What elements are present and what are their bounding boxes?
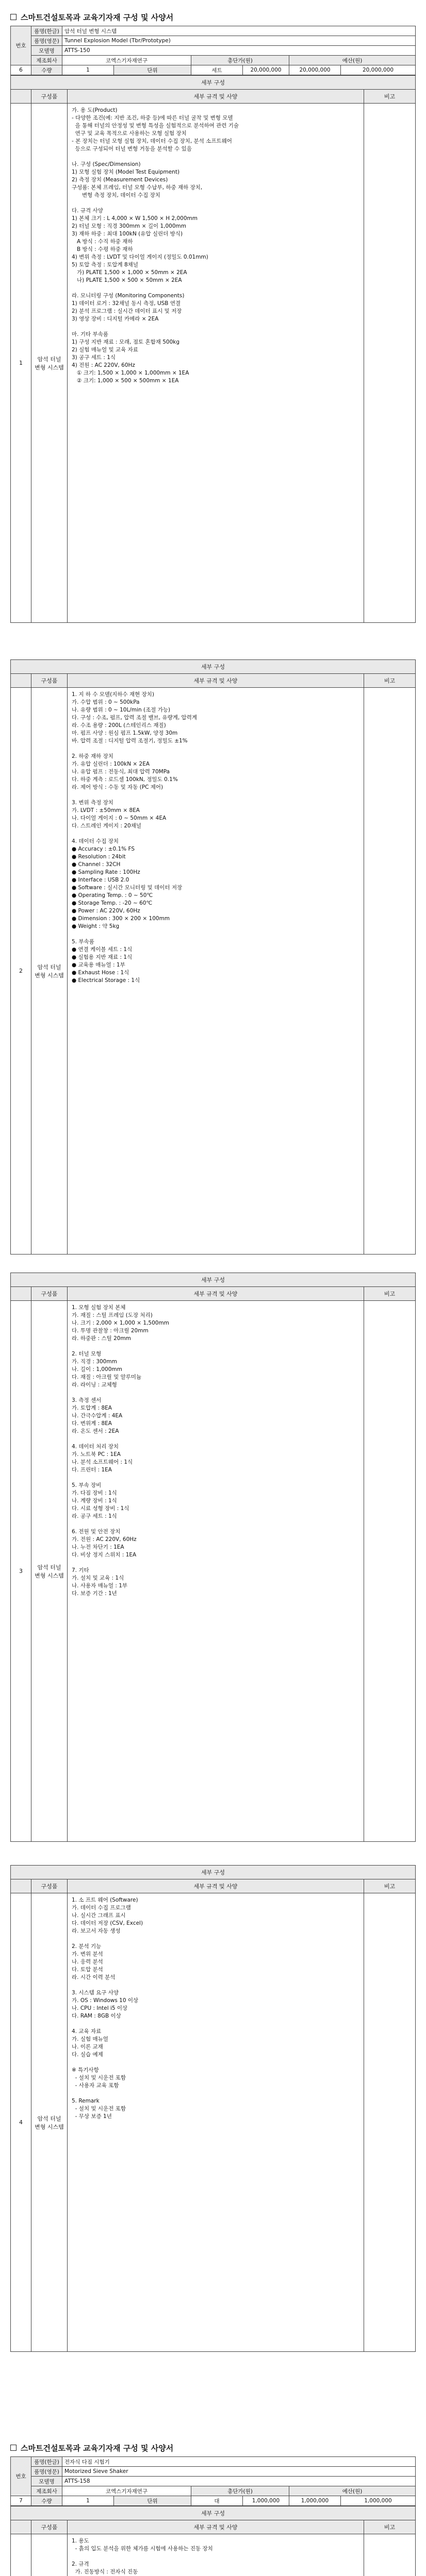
spec-line: 다. RAM : 8GB 이상 bbox=[72, 2013, 121, 2019]
spec-line: 다. 규격 사양 bbox=[72, 208, 103, 214]
spec-line: 가. 진동방식 : 전자식 진동 bbox=[72, 2569, 138, 2575]
spec-line: 라. 라이닝 : 교체형 bbox=[72, 1382, 117, 1388]
spec-line: 3. 측정 센서 bbox=[72, 1397, 102, 1403]
spec-line: ● Storage Temp. : -20 ~ 60℃ bbox=[72, 900, 153, 906]
spec-line: 나. 길이 : 1,000mm bbox=[72, 1366, 122, 1372]
spec-line: 4) 변위 측정 : LVDT 및 다이얼 게이지 (정밀도 0.01mm) bbox=[72, 254, 208, 260]
spec-line: 2. 터널 모형 bbox=[72, 1351, 102, 1357]
spec-line: 1) 모형 실험 장치 (Model Test Equipment) bbox=[72, 169, 180, 175]
spec-line: ● Channel : 32CH bbox=[72, 861, 121, 868]
spec-line: ● Interface : USB 2.0 bbox=[72, 877, 129, 883]
spec-line: 4) 전원 : AC 220V, 60Hz bbox=[72, 362, 135, 368]
spec-line: A 방식 : 수직 하중 재하 bbox=[72, 239, 133, 245]
spec-line: 가. 변위 분석 bbox=[72, 1951, 103, 1957]
spec-line: - 무상 보증 1년 bbox=[72, 2113, 112, 2120]
spec-line bbox=[72, 1520, 359, 1528]
meta-table: 번호 품명(한글) 암석 터널 변형 시스템 품명(영문) Tunnel Explosion Model (Tbr/Prototype) 모델명 ATTS-150 제조회사 코엑스기자재연구 총단가(원) 예산(원) 6 수량 1 단위 세트 20,000,000 20,000,000 20,000,000 bbox=[10, 26, 416, 75]
spec-line: 라. 보고서 자동 생성 bbox=[72, 1928, 121, 1934]
checkbox-icon bbox=[10, 14, 17, 20]
spec-line: 3. 시스템 요구 사양 bbox=[72, 1990, 119, 1996]
spec-line: 3. 변위 측정 장치 bbox=[72, 800, 113, 806]
spec-table: 세부 구성 구성품 세부 규격 및 사양 비고 4 암석 터널 변형 시스템 1. 소 프트 웨어 (Software) 가. 데이터 수집 프로그램 나. 실시간 그래프 표시 다. 데이터 저장 (CSV, Excel) 라. 보고서 자동 생성 2. 분석 기능 가. 변위 분석 나. 응력 분석 다. 토압 분석 라. 시간 이력 분석 3. 시스템 요구 사양 가. OS : Windows 10 이상 나. CPU : Intel i5 이상 다. RAM : 8GB 이상 4. 교육 자료 가. 실험 매뉴얼 나. 이론 교재 다. 실습 예제 ※ 특기사항 - 설치 및 시운전 포함 - 사용자 교육 포함 5. Remark - 설치 및 시운전 포함 - 무상 보증 1년 bbox=[10, 1865, 416, 2352]
spec-line: 바. 압력 조절 : 디지털 압력 조절기, 정밀도 ±1% bbox=[72, 738, 188, 744]
spec-line: 2) 실험 매뉴얼 및 교육 자료 bbox=[72, 347, 138, 353]
spec-line bbox=[72, 1981, 359, 1989]
spec-line: ● Software : 실시간 모니터링 및 데이터 저장 bbox=[72, 885, 183, 891]
spec-line: 가. 토압계 : 8EA bbox=[72, 1405, 112, 1411]
spec-line: 5) 토압 측정 : 토압계 8채널 bbox=[72, 262, 138, 268]
spec-line: ● Dimension : 300 × 200 × 100mm bbox=[72, 916, 170, 922]
spec-line: 라. 수조 용량 : 200L (스테인리스 재질) bbox=[72, 722, 166, 728]
spec-table: 세부 구성 구성품 세부 규격 및 사양 비고 3 암석 터널 변형 시스템 1. 모형 실험 장치 본체 가. 재질 : 스틸 프레임 (도장 처리) 나. 크기 : 2,000 × 1,000 × 1,500mm 다. 투명 관찰창 : 아크릴 20mm 라. 하중판 : 스틸 20mm 2. 터널 모형 가. 직경 : 300mm 나. 길이 : 1,000mm 다. 재질 : 아크릴 및 알루미늄 라. 라이닝 : 교체형 3. 측정 센서 가. 토압계 : 8EA 나. 간극수압계 : 4EA 다. 변위계 : 8EA 라. 온도 센서 : 2EA 4. 데이터 처리 장치 가. 노트북 PC : 1EA 나. 분석 소프트웨어 : 1식 다. 프린터 : 1EA 5. 부속 장비 가. 다짐 장비 : 1식 나. 계량 장비 : 1식 다. 시료 성형 장비 : 1식 라. 공구 세트 : 1식 6. 전원 및 안전 장치 가. 전원 : AC 220V, 60Hz 나. 누전 차단기 : 1EA 다. 비상 정지 스위치 : 1EA 7. 기타 가. 설치 및 교육 : 1식 나. 사용자 매뉴얼 : 1부 다. 보증 기간 : 1년 bbox=[10, 1273, 416, 1842]
spec-line: 나. 크기 : 2,000 × 1,000 × 1,500mm bbox=[72, 1320, 169, 1326]
spec-line: ● 실험용 지반 재료 : 1식 bbox=[72, 954, 133, 960]
header-no bbox=[11, 90, 31, 104]
spec-line: 1. 지 하 수 모델(지하수 재현 장치) bbox=[72, 691, 154, 698]
spec-line: 다. 데이터 저장 (CSV, Excel) bbox=[72, 1920, 143, 1926]
spec-line: 마. 펌프 사양 : 원심 펌프 1.5kW, 양정 30m bbox=[72, 730, 178, 736]
spec-line: 1. 소 프트 웨어 (Software) bbox=[72, 1897, 138, 1903]
spec-line: 다. 투명 관찰창 : 아크릴 20mm bbox=[72, 1328, 149, 1334]
spec-line: 다. 변위계 : 8EA bbox=[72, 1420, 112, 1427]
spec-line bbox=[72, 1559, 359, 1567]
spec-line: 2) 터널 모형 : 직경 300mm × 길이 1,000mm bbox=[72, 223, 186, 229]
spec-line: 다. 토압 분석 bbox=[72, 1967, 103, 1973]
section-2 bbox=[10, 659, 416, 1255]
spec-line: 4. 교육 자료 bbox=[72, 2028, 102, 2035]
spec-line: 다. 하중 계측 : 로드셀 100kN, 정밀도 0.1% bbox=[72, 776, 178, 783]
spec-line: B 방식 : 수평 하중 재하 bbox=[72, 246, 133, 252]
spec-line: 다. 재질 : 아크릴 및 알루미늄 bbox=[72, 1374, 142, 1380]
spec-line: 2) 측정 장치 (Measurement Devices) bbox=[72, 177, 168, 183]
spec-table: 세부 구성 구성품 세부 규격 및 사양 비고 2 암석 터널 변형 시스템 1. 지 하 수 모델(지하수 재현 장치) 가. 수압 범위 : 0 ~ 500kPa 나. 유량 범위 : 0 ~ 10L/min (조절 가능) 다. 구성 : 수조, 펌프, 압력 조절 밸브, 유량계, 압력계 라. 수조 용량 : 200L (스테인리스 재질) 마. 펌프 사양 : 원심 펌프 1.5kW, 양정 30m 바. 압력 조절 : 디지털 압력 조절기, 정밀도 ±1% 2. 하중 재하 장치 가. 유압 실린더 : 100kN × 2EA 나. 유압 펌프 : 전동식, 최대 압력 70MPa 다. 하중 계측 : 로드셀 100kN, 정밀도 0.1% 라. 제어 방식 : 수동 및 자동 (PC 제어) 3. 변위 측정 장치 가. LVDT : ±50mm × 8EA 나. 다이얼 게이지 : 0 ~ 50mm × 4EA 다. 스트레인 게이지 : 20채널 4. 데이터 수집 장치 ● Accuracy : ±0.1% FS ● Resolution : 24bit ● Channel : 32CH ● Sampling Rate : 100Hz ● Interface : USB 2.0 ● Software : 실시간 모니터링 및 데이터 저장 ● Operating Temp. : 0 ~ 50℃ ● Storage Temp. : -20 ~ 60℃ ● Power : AC 220V, 60Hz ● Dimension : 300 × 200 × 100mm ● Weight : 약 5kg 5. 부속품 ● 연결 케이블 세트 : 1식 ● 실험용 지반 재료 : 1식 ● 교육용 매뉴얼 : 1부 ● Exhaust Hose : 1식 ● Electrical Storage : 1식 bbox=[10, 659, 416, 1255]
spec-line: ● 교육용 매뉴얼 : 1부 bbox=[72, 962, 125, 968]
spec-line: ● 연결 케이블 세트 : 1식 bbox=[72, 946, 133, 953]
spec-table: 세부 구성 구성품 세부 규격 및 사양 비고 1 암석 터널 변형 시스템 가. 용 도(Product) - 다양한 조건(예: 지반 조건, 하중 등)에 따른 터널 굴착 및 변형 모델 을 통해 터널의 안정성 및 변형 특성을 실험적으로 분석하여 관련 기술 연구 및 교육 목적으로 사용하는 모형 실험 장치 - 본 장치는 터널 모형 실험 장치, 데이터 수집 장치, 분석 소프트웨어 등으로 구성되어 터널 변형 거동을 분석할 수 있음 나. 구성 (Spec/Dimension) 1) 모형 실험 장치 (Model Test Equipment) 2) 측정 장치 (Measurement Devices) 구성품: 본체 프레임, 터널 모형 수납부, 하중 재하 장치, 변형 측정 장치, 데이터 수집 장치 다. 규격 사양 1) 본체 크기 : L 4,000 × W 1,500 × H 2,000mm 2) 터널 모형 : 직경 300mm × 길이 1,000mm 3) 재하 하중 : 최대 100kN (유압 실린더 방식) A 방식 : 수직 하중 재하 B 방식 : 수평 하중 재하 4) 변위 측정 : LVDT 및 다이얼 게이지 (정밀도 0.01mm) 5) 토압 측정 : 토압계 8채널 가) PLATE 1,500 × 1,000 × 50mm × 2EA 나) PLATE 1,500 × 500 × 50mm × 2EA 라. 모니터링 구성 (Monitoring Components) 1) 데이터 로거 : 32채널 동시 측정, USB 연결 2) 분석 프로그램 : 실시간 데이터 표시 및 저장 3) 영상 장비 : 디지털 카메라 × 2EA 마. 기타 부속품 1) 구성 지반 재료 : 모래, 점토 혼합재 500kg 2) 실험 매뉴얼 및 교육 자료 3) 공구 세트 : 1식 4) 전원 : AC 220V, 60Hz ① 크기: 1,500 × 1,000 × 1,000mm × 1EA ② 크기: 1,000 × 500 × 500mm × 1EA bbox=[10, 75, 416, 623]
spec-line: 다. 보증 기간 : 1년 bbox=[72, 1590, 117, 1597]
spec-line: 연구 및 교육 목적으로 사용하는 모형 실험 장치 bbox=[72, 130, 187, 137]
spec-line: 3) 영상 장비 : 디지털 카메라 × 2EA bbox=[72, 316, 159, 322]
spec-table: 세부 구성 구성품 세부 규격 및 사양 비고 1. 용도 - 흙의 입도 분석을 위한 체가름 시험에 사용하는 진동 장치 2. 규격 가. 진동방식 : 전자식 진동 bbox=[10, 2506, 416, 2576]
spec-line: 가. 실험 매뉴얼 bbox=[72, 2036, 108, 2042]
spec-line: 2. 분석 기능 bbox=[72, 1943, 102, 1950]
spec-line: 가. 노트북 PC : 1EA bbox=[72, 1451, 121, 1458]
spec-line: 라. 공구 세트 : 1식 bbox=[72, 1513, 117, 1519]
spec-line: 7. 기타 bbox=[72, 1567, 89, 1573]
spec-line: 4. 데이터 처리 장치 bbox=[72, 1444, 119, 1450]
spec-line: ● Accuracy : ±0.1% FS bbox=[72, 846, 135, 852]
spec-line bbox=[72, 791, 359, 799]
spec-line: - 본 장치는 터널 모형 실험 장치, 데이터 수집 장치, 분석 소프트웨어 bbox=[72, 138, 232, 144]
header-no bbox=[11, 1287, 31, 1301]
spec-line: 나. 분석 소프트웨어 : 1식 bbox=[72, 1459, 133, 1465]
spec-line: 1. 모형 실험 장치 본체 bbox=[72, 1304, 126, 1311]
spec-line: 2. 규격 bbox=[72, 2561, 89, 2567]
section-5 bbox=[10, 2442, 416, 2576]
spec-line: 라. 모니터링 구성 (Monitoring Components) bbox=[72, 293, 185, 299]
spec-line: 구성품: 본체 프레임, 터널 모형 수납부, 하중 재하 장치, bbox=[72, 184, 203, 191]
spec-line: ● Exhaust Hose : 1식 bbox=[72, 970, 129, 976]
spec-lines bbox=[68, 2534, 364, 2576]
spec-line: 4. 데이터 수집 장치 bbox=[72, 838, 119, 844]
spec-line: 3) 공구 세트 : 1식 bbox=[72, 354, 116, 361]
spec-line: - 설치 및 시운전 포함 bbox=[72, 2075, 126, 2081]
spec-line: 가. 데이터 수집 프로그램 bbox=[72, 1905, 131, 1911]
spec-line bbox=[72, 1935, 359, 1943]
spec-line bbox=[72, 930, 359, 938]
spec-line: 5. Remark bbox=[72, 2098, 100, 2104]
spec-line: 나. 다이얼 게이지 : 0 ~ 50mm × 4EA bbox=[72, 815, 167, 821]
spec-line: ● Weight : 약 5kg bbox=[72, 923, 120, 929]
spec-line: 가. 수압 범위 : 0 ~ 500kPa bbox=[72, 699, 140, 705]
section-4 bbox=[10, 1865, 416, 2352]
section-title: 스마트건설토목과 교육기자재 구성 및 사양서 bbox=[10, 2442, 416, 2453]
spec-line: 등으로 구성되어 터널 변형 거동을 분석할 수 있음 bbox=[72, 146, 192, 152]
spec-line: 나. 이론 교재 bbox=[72, 2044, 103, 2050]
spec-lines bbox=[68, 1893, 364, 2352]
spec-line: 가. LVDT : ±50mm × 8EA bbox=[72, 807, 140, 814]
spec-line bbox=[72, 1435, 359, 1443]
section-1 bbox=[10, 11, 416, 623]
spec-line: - 설치 및 시운전 포함 bbox=[72, 2106, 126, 2112]
spec-lines bbox=[68, 104, 364, 623]
spec-line: 나. 유압 펌프 : 전동식, 최대 압력 70MPa bbox=[72, 769, 170, 775]
spec-line: 나. 구성 (Spec/Dimension) bbox=[72, 161, 141, 167]
meta-table: 번호 품명(한글) 전자식 다짐 시험기 품명(영문) Motorized Sieve Shaker 모델명 ATTS-158 제조회사 코엑스기자재연구 총단가(원) 예산(원) 7 수량 1 단위 대 1,000,000 1,000,000 1,000,000 bbox=[10, 2456, 416, 2506]
spec-line bbox=[72, 2020, 359, 2028]
checkbox-icon bbox=[10, 2445, 17, 2451]
spec-line: 라. 온도 센서 : 2EA bbox=[72, 1428, 119, 1434]
spec-line: 라. 제어 방식 : 수동 및 자동 (PC 제어) bbox=[72, 784, 163, 790]
spec-line: 가. 직경 : 300mm bbox=[72, 1359, 117, 1365]
spec-line bbox=[72, 323, 359, 331]
spec-line bbox=[72, 284, 359, 292]
spec-line bbox=[72, 2090, 359, 2097]
spec-line: 나. 응력 분석 bbox=[72, 1959, 103, 1965]
section-title: 스마트건설토목과 교육기자재 구성 및 사양서 bbox=[10, 11, 416, 23]
spec-line: ② 크기: 1,000 × 500 × 500mm × 1EA bbox=[72, 378, 179, 384]
spec-line: 가. 설치 및 교육 : 1식 bbox=[72, 1575, 124, 1581]
spec-line: ● Operating Temp. : 0 ~ 50℃ bbox=[72, 892, 153, 899]
spec-line: 나. 누전 차단기 : 1EA bbox=[72, 1544, 124, 1550]
spec-line: 가. OS : Windows 10 이상 bbox=[72, 1997, 139, 2004]
spec-line: 을 통해 터널의 안정성 및 변형 특성을 실험적으로 분석하여 관련 기술 bbox=[72, 123, 239, 129]
header-no bbox=[11, 674, 31, 688]
spec-line: 나. 계량 장비 : 1식 bbox=[72, 1498, 117, 1504]
header-no bbox=[11, 2520, 31, 2534]
section-3 bbox=[10, 1273, 416, 1842]
spec-line bbox=[72, 2059, 359, 2066]
spec-line: 다. 비상 정지 스위치 : 1EA bbox=[72, 1552, 137, 1558]
spec-line: 라. 하중판 : 스틸 20mm bbox=[72, 1335, 131, 1342]
spec-line: ● Electrical Storage : 1식 bbox=[72, 977, 140, 984]
spec-line: 변형 측정 장치, 데이터 수집 장치 bbox=[72, 192, 160, 198]
spec-line bbox=[72, 1389, 359, 1397]
spec-line: 다. 프린터 : 1EA bbox=[72, 1467, 112, 1473]
spec-line bbox=[72, 830, 359, 838]
header-no bbox=[11, 1879, 31, 1893]
spec-line bbox=[72, 1474, 359, 1482]
spec-line: ● Power : AC 220V, 60Hz bbox=[72, 908, 140, 914]
spec-line bbox=[72, 745, 359, 753]
spec-line: 나. CPU : Intel i5 이상 bbox=[72, 2005, 128, 2011]
spec-line: 1) 데이터 로거 : 32채널 동시 측정, USB 연결 bbox=[72, 300, 181, 307]
spec-line bbox=[72, 153, 359, 161]
spec-line: 다. 실습 예제 bbox=[72, 2052, 103, 2058]
spec-line: 5. 부속품 bbox=[72, 939, 94, 945]
spec-lines bbox=[68, 688, 364, 1255]
spec-line: 다. 구성 : 수조, 펌프, 압력 조절 밸브, 유량계, 압력계 bbox=[72, 715, 197, 721]
spec-line: 가. 전원 : AC 220V, 60Hz bbox=[72, 1536, 137, 1543]
spec-line: 2) 분석 프로그램 : 실시간 데이터 표시 및 저장 bbox=[72, 308, 182, 314]
spec-line: 가. 재질 : 스틸 프레임 (도장 처리) bbox=[72, 1312, 153, 1318]
spec-line bbox=[72, 1343, 359, 1350]
spec-line: ※ 특기사항 bbox=[72, 2067, 99, 2073]
spec-line: - 사용자 교육 포함 bbox=[72, 2082, 119, 2089]
spec-line: 나) PLATE 1,500 × 500 × 50mm × 2EA bbox=[72, 277, 182, 283]
spec-line: 6. 전원 및 안전 장치 bbox=[72, 1529, 121, 1535]
spec-line: 나. 간극수압계 : 4EA bbox=[72, 1413, 123, 1419]
spec-line: 다. 스트레인 게이지 : 20채널 bbox=[72, 823, 142, 829]
spec-line: 나. 사용자 매뉴얼 : 1부 bbox=[72, 1583, 128, 1589]
spec-line: ● Sampling Rate : 100Hz bbox=[72, 869, 140, 875]
spec-line: 마. 기타 부속품 bbox=[72, 331, 108, 337]
spec-line: - 다양한 조건(예: 지반 조건, 하중 등)에 따른 터널 굴착 및 변형 모델 bbox=[72, 115, 233, 121]
spec-line: 가. 다짐 장비 : 1식 bbox=[72, 1490, 117, 1496]
spec-line: 가. 용 도(Product) bbox=[72, 107, 118, 113]
spec-line: 다. 시료 성형 장비 : 1식 bbox=[72, 1505, 129, 1512]
spec-line: 1) 본체 크기 : L 4,000 × W 1,500 × H 2,000mm bbox=[72, 215, 198, 222]
spec-line: 1) 구성 지반 재료 : 모래, 점토 혼합재 500kg bbox=[72, 339, 179, 345]
spec-line: 1. 용도 bbox=[72, 2538, 89, 2544]
spec-line: 2. 하중 재하 장치 bbox=[72, 753, 113, 759]
spec-line: 가. 유압 실린더 : 100kN × 2EA bbox=[72, 761, 150, 767]
spec-line: 라. 시간 이력 분석 bbox=[72, 1974, 116, 1980]
spec-line: ● Resolution : 24bit bbox=[72, 854, 126, 860]
spec-line: 가) PLATE 1,500 × 1,000 × 50mm × 2EA bbox=[72, 269, 187, 276]
spec-line: 3) 재하 하중 : 최대 100kN (유압 실린더 방식) bbox=[72, 231, 183, 237]
spec-line bbox=[72, 199, 359, 207]
spec-line: - 흙의 입도 분석을 위한 체가름 시험에 사용하는 진동 장치 bbox=[72, 2546, 213, 2552]
spec-line: ① 크기: 1,500 × 1,000 × 1,000mm × 1EA bbox=[72, 370, 189, 376]
spec-line: 5. 부속 장비 bbox=[72, 1482, 102, 1488]
spec-line: 나. 유량 범위 : 0 ~ 10L/min (조절 가능) bbox=[72, 707, 171, 713]
spec-lines bbox=[68, 1301, 364, 1842]
spec-line: 나. 실시간 그래프 표시 bbox=[72, 1912, 126, 1919]
spec-line bbox=[72, 2553, 359, 2561]
